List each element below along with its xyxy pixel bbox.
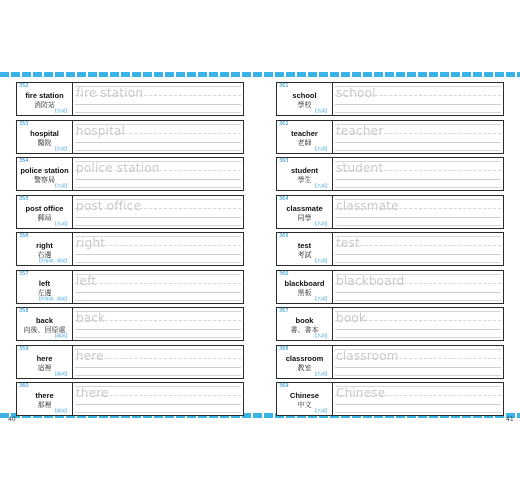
part-of-speech-tag: 【副詞】: [53, 333, 69, 338]
guide-line-bottom: [335, 337, 501, 338]
guide-line-bottom: [335, 187, 501, 188]
guide-line-base: [335, 217, 501, 218]
trace-word: test: [336, 236, 360, 250]
part-of-speech-tag: 【名詞】: [313, 333, 329, 338]
part-of-speech-tag: 【名詞】: [53, 145, 69, 151]
chinese-meaning: 教室: [297, 363, 312, 372]
chinese-meaning: 同學: [297, 213, 312, 222]
word-label-cell: [277, 346, 333, 378]
trace-word: Chinese: [336, 386, 386, 400]
word-number: 363: [279, 158, 289, 164]
trace-word: classroom: [336, 348, 399, 363]
vocab-card: [16, 382, 244, 416]
handwriting-practice-area[interactable]: [73, 308, 243, 340]
vocab-card: [16, 307, 244, 341]
part-of-speech-tag: 【名詞】: [313, 108, 329, 113]
vocab-card: [276, 82, 504, 116]
word-number: 357: [19, 270, 29, 277]
trace-word: student: [336, 161, 384, 175]
word-number: 358: [19, 308, 29, 314]
guide-line-base: [335, 292, 501, 293]
word-label-cell: [277, 308, 333, 340]
word-label-cell: [17, 196, 73, 228]
part-of-speech-tag: 【形容詞、副詞】: [37, 295, 69, 301]
english-word: hospital: [30, 128, 59, 138]
handwriting-practice-area[interactable]: [333, 308, 503, 340]
trace-word: blackboard: [336, 273, 405, 288]
guide-line-base: [75, 329, 241, 330]
chinese-meaning: 向後、回原處: [23, 326, 66, 334]
english-word: blackboard: [284, 278, 325, 288]
english-word: back: [35, 316, 54, 325]
part-of-speech-tag: 【名詞】: [53, 183, 69, 188]
part-of-speech-tag: 【名詞】: [313, 183, 329, 188]
guide-line-mid: [75, 283, 241, 284]
word-label-cell: [17, 383, 73, 415]
right-page-column: [276, 82, 504, 420]
word-label-cell: [277, 233, 333, 265]
vocab-card: [276, 232, 504, 266]
guide-line-bottom: [75, 412, 241, 413]
guide-line-base: [335, 404, 501, 405]
trace-word: left: [76, 273, 97, 288]
guide-line-bottom: [75, 112, 241, 113]
guide-line-base: [75, 367, 241, 368]
english-word: left: [38, 278, 51, 288]
chinese-meaning: 黑板: [297, 288, 312, 297]
english-word: there: [35, 391, 54, 400]
word-number: 354: [19, 158, 29, 164]
vocab-card: [16, 195, 244, 229]
word-number: 368: [279, 345, 289, 352]
guide-line-base: [75, 142, 241, 143]
part-of-speech-tag: 【形容詞、副詞】: [37, 258, 69, 263]
guide-line-base: [75, 292, 241, 293]
handwriting-practice-area[interactable]: [73, 196, 243, 228]
guide-line-bottom: [75, 375, 241, 376]
chinese-meaning: 這裡: [37, 363, 52, 372]
english-word: here: [36, 353, 53, 363]
handwriting-practice-area[interactable]: [333, 121, 503, 153]
guide-line-top: [75, 274, 241, 275]
word-number: 360: [19, 383, 29, 389]
word-number: 362: [279, 120, 289, 127]
handwriting-practice-area[interactable]: [333, 271, 503, 303]
chinese-meaning: 警察局: [34, 176, 55, 184]
vocab-card: [276, 120, 504, 154]
trace-word: fire station: [76, 86, 144, 100]
word-label-cell: [17, 121, 73, 153]
word-number: 361: [279, 83, 289, 89]
guide-line-bottom: [75, 262, 241, 263]
vocab-card: [16, 270, 244, 304]
word-label-cell: [277, 383, 333, 415]
handwriting-practice-area[interactable]: [73, 83, 243, 115]
guide-line-bottom: [75, 187, 241, 188]
top-stripe-border: [0, 72, 520, 77]
chinese-meaning: 考試: [297, 251, 312, 259]
guide-line-base: [335, 367, 501, 368]
vocab-card: [276, 382, 504, 416]
vocab-card: [276, 307, 504, 341]
vocab-card: [276, 195, 504, 229]
chinese-meaning: 郵局: [37, 213, 52, 222]
guide-line-base: [75, 404, 241, 405]
guide-line-base: [335, 254, 501, 255]
guide-line-base: [75, 254, 241, 255]
handwriting-practice-area[interactable]: [333, 383, 503, 415]
english-word: book: [295, 316, 314, 325]
english-word: fire station: [25, 91, 64, 100]
trace-word: classmate: [336, 198, 399, 213]
word-number: 355: [19, 195, 29, 202]
word-number: 365: [279, 233, 289, 239]
handwriting-practice-area[interactable]: [333, 346, 503, 378]
word-number: 367: [279, 308, 289, 314]
word-label-cell: [277, 196, 333, 228]
guide-line-bottom: [335, 225, 501, 226]
english-word: right: [36, 241, 53, 250]
guide-line-bottom: [335, 112, 501, 113]
word-label-cell: [17, 233, 73, 265]
chinese-meaning: 右邊: [37, 251, 52, 259]
word-label-cell: [277, 83, 333, 115]
part-of-speech-tag: 【名詞】: [313, 258, 329, 263]
word-label-cell: [17, 158, 73, 190]
part-of-speech-tag: 【名詞】: [313, 408, 329, 413]
word-label-cell: [277, 158, 333, 190]
left-page-column: [16, 82, 244, 420]
chinese-meaning: 消防站: [34, 101, 55, 109]
vocab-card: [16, 345, 244, 379]
english-word: school: [292, 91, 317, 100]
chinese-meaning: 學生: [297, 176, 312, 184]
part-of-speech-tag: 【名詞】: [313, 295, 329, 301]
handwriting-practice-area[interactable]: [73, 271, 243, 303]
word-number: 366: [279, 270, 289, 277]
vocab-card: [16, 120, 244, 154]
handwriting-practice-area[interactable]: [73, 233, 243, 265]
part-of-speech-tag: 【名詞】: [53, 108, 69, 113]
guide-line-base: [335, 142, 501, 143]
chinese-meaning: 中文: [297, 401, 312, 409]
trace-word: teacher: [336, 123, 384, 138]
guide-line-bottom: [75, 225, 241, 226]
guide-line-base: [75, 179, 241, 180]
english-word: student: [290, 166, 319, 175]
guide-line-base: [75, 104, 241, 105]
word-number: 356: [19, 233, 29, 239]
guide-line-bottom: [75, 337, 241, 338]
vocab-card: [276, 345, 504, 379]
chinese-meaning: 老師: [297, 138, 312, 147]
handwriting-practice-area[interactable]: [333, 233, 503, 265]
chinese-meaning: 醫院: [37, 138, 52, 147]
word-number: 353: [19, 120, 29, 127]
handwriting-practice-area[interactable]: [333, 196, 503, 228]
part-of-speech-tag: 【副詞】: [53, 370, 69, 376]
vocab-card: [16, 157, 244, 191]
english-word: police station: [20, 166, 69, 175]
english-word: test: [297, 241, 312, 250]
guide-line-base: [335, 179, 501, 180]
chinese-meaning: 左邊: [37, 288, 52, 297]
part-of-speech-tag: 【名詞】: [313, 370, 329, 376]
guide-line-bottom: [335, 150, 501, 151]
part-of-speech-tag: 【名詞】: [313, 220, 329, 226]
word-label-cell: [277, 121, 333, 153]
left-page-number: 40: [8, 416, 16, 423]
handwriting-practice-area[interactable]: [73, 383, 243, 415]
guide-line-bottom: [335, 375, 501, 376]
vocab-card: [276, 157, 504, 191]
part-of-speech-tag: 【名詞】: [53, 220, 69, 226]
chinese-meaning: 書、書本: [290, 326, 319, 334]
guide-line-bottom: [75, 150, 241, 151]
word-label-cell: [277, 271, 333, 303]
guide-line-base: [75, 217, 241, 218]
handwriting-practice-area[interactable]: [73, 158, 243, 190]
guide-line-bottom: [335, 262, 501, 263]
vocab-card: [276, 270, 504, 304]
english-word: classroom: [285, 353, 324, 363]
word-label-cell: [17, 271, 73, 303]
handwriting-practice-area[interactable]: [73, 121, 243, 153]
handwriting-practice-area[interactable]: [73, 346, 243, 378]
handwriting-practice-area[interactable]: [333, 158, 503, 190]
trace-word: right: [76, 236, 106, 250]
chinese-meaning: 學校: [297, 101, 312, 109]
word-label-cell: [17, 83, 73, 115]
english-word: post office: [25, 203, 64, 213]
trace-word: book: [336, 311, 367, 325]
vocab-card: [16, 82, 244, 116]
word-number: 369: [279, 383, 289, 389]
guide-line-bottom: [335, 300, 501, 301]
english-word: classmate: [286, 203, 323, 213]
guide-line-bottom: [335, 412, 501, 413]
guide-line-bottom: [75, 300, 241, 301]
trace-word: school: [336, 86, 376, 100]
trace-word: post office: [76, 198, 142, 213]
word-number: 359: [19, 345, 29, 352]
guide-line-base: [335, 104, 501, 105]
english-word: Chinese: [289, 391, 320, 400]
word-label-cell: [17, 346, 73, 378]
vocab-card: [16, 232, 244, 266]
part-of-speech-tag: 【名詞】: [313, 145, 329, 151]
trace-word: back: [76, 311, 106, 325]
trace-word: here: [76, 348, 104, 363]
word-number: 352: [19, 83, 29, 89]
word-label-cell: [17, 308, 73, 340]
part-of-speech-tag: 【副詞】: [53, 408, 69, 413]
handwriting-practice-area[interactable]: [333, 83, 503, 115]
word-number: 364: [279, 195, 289, 202]
english-word: teacher: [291, 128, 318, 138]
right-page-number: 41: [506, 416, 514, 423]
chinese-meaning: 那裡: [37, 401, 52, 409]
trace-word: there: [76, 386, 109, 400]
trace-word: hospital: [76, 123, 126, 138]
trace-word: police station: [76, 161, 160, 175]
guide-line-base: [335, 329, 501, 330]
